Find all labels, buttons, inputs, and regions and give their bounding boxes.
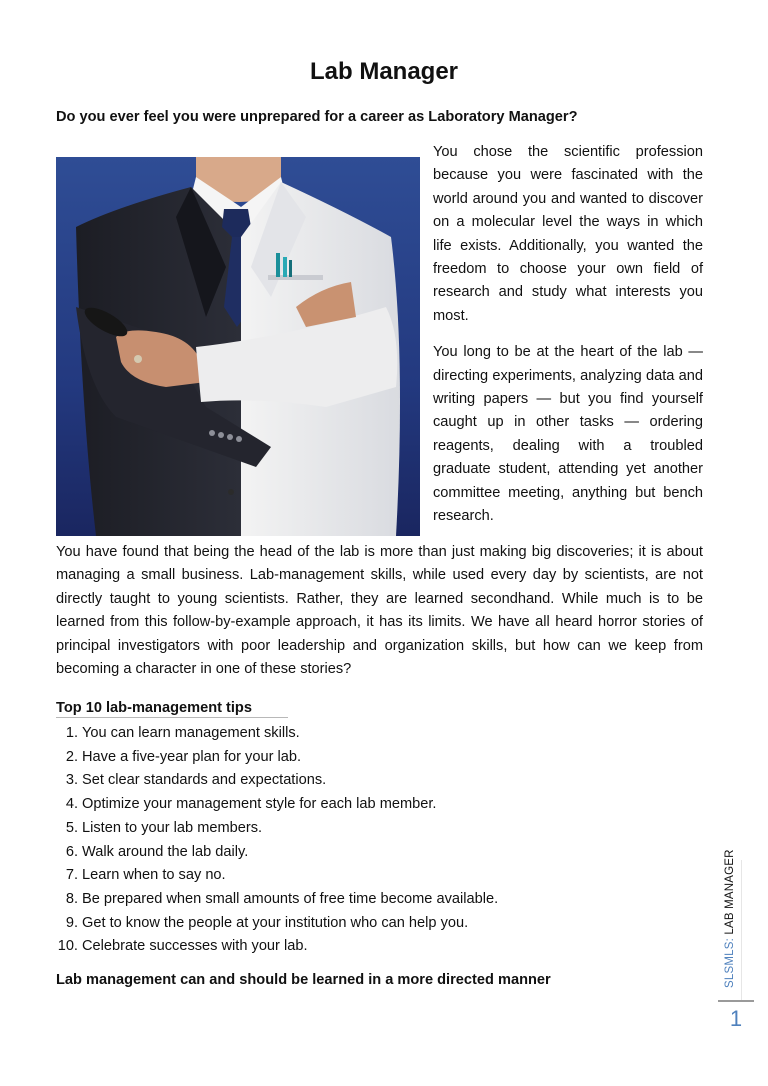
tip-number: 5.: [65, 819, 78, 836]
tip-item: [56, 793, 676, 817]
page-number-divider: [718, 1000, 754, 1002]
businessman-labcoat-illustration: [56, 157, 420, 536]
tip-number: 7.: [65, 867, 78, 884]
tip-text: Listen to your lab members.: [82, 819, 263, 836]
tips-heading: Top 10 lab-management tips: [56, 700, 288, 718]
sidebar-running-header: [724, 849, 736, 988]
tip-item: [56, 935, 676, 959]
intro-paragraph-1: You chose the scientific profession because you were fascinated with the world around you and wanted to discover on a molecular level the ways in which life exists. Additionally, you wanted the freedom to choose your own field of research and study what interests you most.: [433, 144, 703, 324]
tip-text: You can learn management skills.: [82, 725, 300, 741]
tip-text: Get to know the people at your institution who can help you.: [82, 914, 469, 931]
sidebar-label-title: LAB MANAGER: [724, 849, 736, 939]
body-paragraph: You have found that being the head of the lab is more than just making big discoveries; it is about managing a small business. Lab-management skills, while used every day by scientists, are not directly taught to young scientists. Rather, they are learned secondhand. While much is to be learned from this follow-by-example approach, it has its limits. We have all heard horror stories of principal investigators with poor leadership and organization skills, but how can we keep from becoming a character in one of these stories?: [56, 544, 703, 678]
page-number: 1: [729, 1006, 743, 1031]
tip-number: 4.: [65, 796, 78, 813]
subtitle-question: Do you ever feel you were unprepared for a career as Laboratory Manager?: [56, 109, 578, 126]
tip-item: [56, 746, 676, 770]
tip-text: Walk around the lab daily.: [82, 843, 249, 860]
tip-number: 2.: [65, 748, 78, 765]
tip-text: Celebrate successes with your lab.: [82, 938, 308, 955]
tip-item: [56, 888, 676, 912]
tip-number: 9.: [65, 914, 78, 931]
intro-column: [433, 141, 703, 542]
tip-number: 3.: [65, 772, 78, 789]
tip-item: [56, 912, 676, 936]
tip-item: [56, 817, 676, 841]
hero-image: [56, 157, 420, 536]
page-title: Lab Manager: [309, 58, 459, 86]
tip-item: [56, 864, 676, 888]
closing-heading: Lab management can and should be learned in a more directed manner: [56, 972, 551, 988]
tip-number: 8.: [65, 890, 78, 907]
tip-text: Be prepared when small amounts of free time become available.: [82, 890, 499, 907]
tip-text: Have a five-year plan for your lab.: [82, 748, 302, 765]
tip-item: [56, 841, 676, 865]
tips-list: [56, 722, 676, 959]
tip-text: Optimize your management style for each lab member.: [82, 796, 437, 813]
tip-item: [56, 722, 676, 746]
intro-paragraph-2: You long to be at the heart of the lab — directing experiments, analyzing data and writing papers — but you find yourself caught up in other tasks — ordering reagents, dealing with a troubled graduate student, attending yet another committee meeting, anything but bench research.: [433, 344, 703, 525]
tip-text: Set clear standards and expectations.: [82, 772, 327, 789]
tip-number: 6.: [65, 843, 78, 860]
sidebar-label-prefix: SLSMLS:: [724, 938, 736, 988]
tip-item: [56, 769, 676, 793]
tip-number: 10.: [57, 938, 78, 955]
sidebar-vertical-divider: [741, 860, 742, 1000]
tip-text: Learn when to say no.: [82, 867, 226, 884]
tip-number: 1.: [65, 725, 78, 741]
